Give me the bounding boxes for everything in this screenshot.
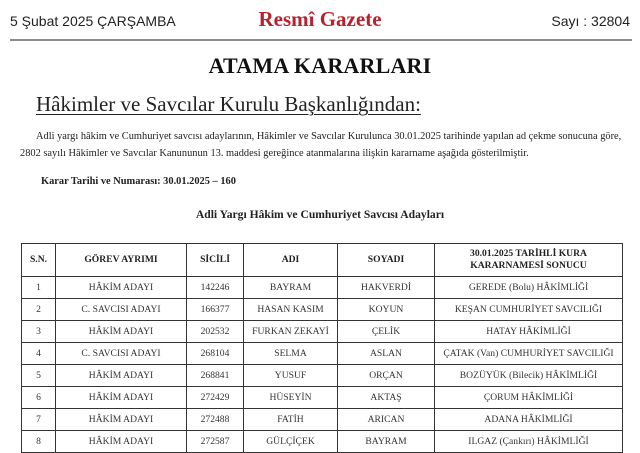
issuer-heading: Hâkimler ve Savcılar Kurulu Başkanlığından: xyxy=(36,92,421,116)
appointments-table xyxy=(21,243,623,453)
column-header-registry: SİCİLİ xyxy=(187,244,244,277)
cell-surname: BAYRAM xyxy=(338,431,435,453)
cell-result: ÇATAK (Van) CUMHURİYET SAVCILIĞI xyxy=(435,343,623,365)
cell-name: SELMA xyxy=(244,343,338,365)
cell-duty: HÂKİM ADAYI xyxy=(56,409,187,431)
cell-duty: HÂKİM ADAYI xyxy=(56,321,187,343)
table-row xyxy=(22,431,623,453)
gazette-header xyxy=(0,0,640,40)
cell-sn: 1 xyxy=(22,277,56,299)
column-header-duty: GÖREV AYRIMI xyxy=(56,244,187,277)
cell-duty: C. SAVCISI ADAYI xyxy=(56,343,187,365)
issue-number: Sayı : 32804 xyxy=(551,13,630,29)
cell-surname: ÇELİK xyxy=(338,321,435,343)
cell-surname: ORÇAN xyxy=(338,365,435,387)
cell-surname: ASLAN xyxy=(338,343,435,365)
cell-registry: 166377 xyxy=(187,299,244,321)
cell-result: KEŞAN CUMHURİYET SAVCILIĞI xyxy=(435,299,623,321)
cell-name: GÜLÇİÇEK xyxy=(244,431,338,453)
cell-surname: AKTAŞ xyxy=(338,387,435,409)
cell-duty: HÂKİM ADAYI xyxy=(56,277,187,299)
cell-name: HÜSEYİN xyxy=(244,387,338,409)
cell-duty: HÂKİM ADAYI xyxy=(56,387,187,409)
cell-sn: 8 xyxy=(22,431,56,453)
cell-registry: 268104 xyxy=(187,343,244,365)
intro-paragraph-text: Adli yargı hâkim ve Cumhuriyet savcısı adaylarının, Hâkimler ve Savcılar Kurulunca 30.01.2025 tarihinde yapılan ad çekme sonucuna göre, 2802 sayılı Hâkimler ve Savcılar Kanununun 13. maddesi gereğince atanmalarına ilişkin kararname aşağıda gösterilmiştir. xyxy=(20,131,622,159)
decision-date-number: Karar Tarihi ve Numarası: 30.01.2025 – 160 xyxy=(41,176,236,187)
header-divider xyxy=(10,39,632,41)
cell-result: ADANA HÂKİMLİĞİ xyxy=(435,409,623,431)
cell-result: ÇORUM HÂKİMLİĞİ xyxy=(435,387,623,409)
cell-surname: HAKVERDİ xyxy=(338,277,435,299)
table-row xyxy=(22,387,623,409)
cell-surname: KOYUN xyxy=(338,299,435,321)
cell-duty: C. SAVCISI ADAYI xyxy=(56,299,187,321)
table-row xyxy=(22,277,623,299)
cell-sn: 7 xyxy=(22,409,56,431)
table-caption: Adli Yargı Hâkim ve Cumhuriyet Savcısı Adayları xyxy=(195,208,445,221)
intro-paragraph xyxy=(20,128,630,162)
cell-result: ILGAZ (Çankırı) HÂKİMLİĞİ xyxy=(435,431,623,453)
cell-result: BOZÜYÜK (Bilecik) HÂKİMLİĞİ xyxy=(435,365,623,387)
publication-date: 5 Şubat 2025 ÇARŞAMBA xyxy=(10,13,176,29)
cell-duty: HÂKİM ADAYI xyxy=(56,365,187,387)
table-row xyxy=(22,343,623,365)
cell-name: FATİH xyxy=(244,409,338,431)
table-row xyxy=(22,409,623,431)
table-row xyxy=(22,321,623,343)
cell-name: BAYRAM xyxy=(244,277,338,299)
cell-registry: 272429 xyxy=(187,387,244,409)
cell-name: FURKAN ZEKAYİ xyxy=(244,321,338,343)
cell-duty: HÂKİM ADAYI xyxy=(56,431,187,453)
column-header-sn: S.N. xyxy=(22,244,56,277)
cell-name: YUSUF xyxy=(244,365,338,387)
table-row xyxy=(22,299,623,321)
cell-name: HASAN KASIM xyxy=(244,299,338,321)
cell-result: GEREDE (Bolu) HÂKİMLİĞİ xyxy=(435,277,623,299)
publication-title: Resmî Gazete xyxy=(258,7,382,31)
cell-sn: 4 xyxy=(22,343,56,365)
document-title: ATAMA KARARLARI xyxy=(208,53,432,78)
table-header-row xyxy=(22,244,623,277)
column-header-name: ADI xyxy=(244,244,338,277)
cell-registry: 142246 xyxy=(187,277,244,299)
cell-surname: ARICAN xyxy=(338,409,435,431)
cell-sn: 6 xyxy=(22,387,56,409)
cell-sn: 3 xyxy=(22,321,56,343)
table-row xyxy=(22,365,623,387)
column-header-result: 30.01.2025 TARİHLİ KURA KARARNAMESİ SONUCU xyxy=(435,244,623,277)
cell-registry: 272587 xyxy=(187,431,244,453)
cell-registry: 202532 xyxy=(187,321,244,343)
cell-sn: 5 xyxy=(22,365,56,387)
cell-registry: 272488 xyxy=(187,409,244,431)
cell-registry: 268841 xyxy=(187,365,244,387)
cell-sn: 2 xyxy=(22,299,56,321)
column-header-surname: SOYADI xyxy=(338,244,435,277)
cell-result: HATAY HÂKİMLİĞİ xyxy=(435,321,623,343)
